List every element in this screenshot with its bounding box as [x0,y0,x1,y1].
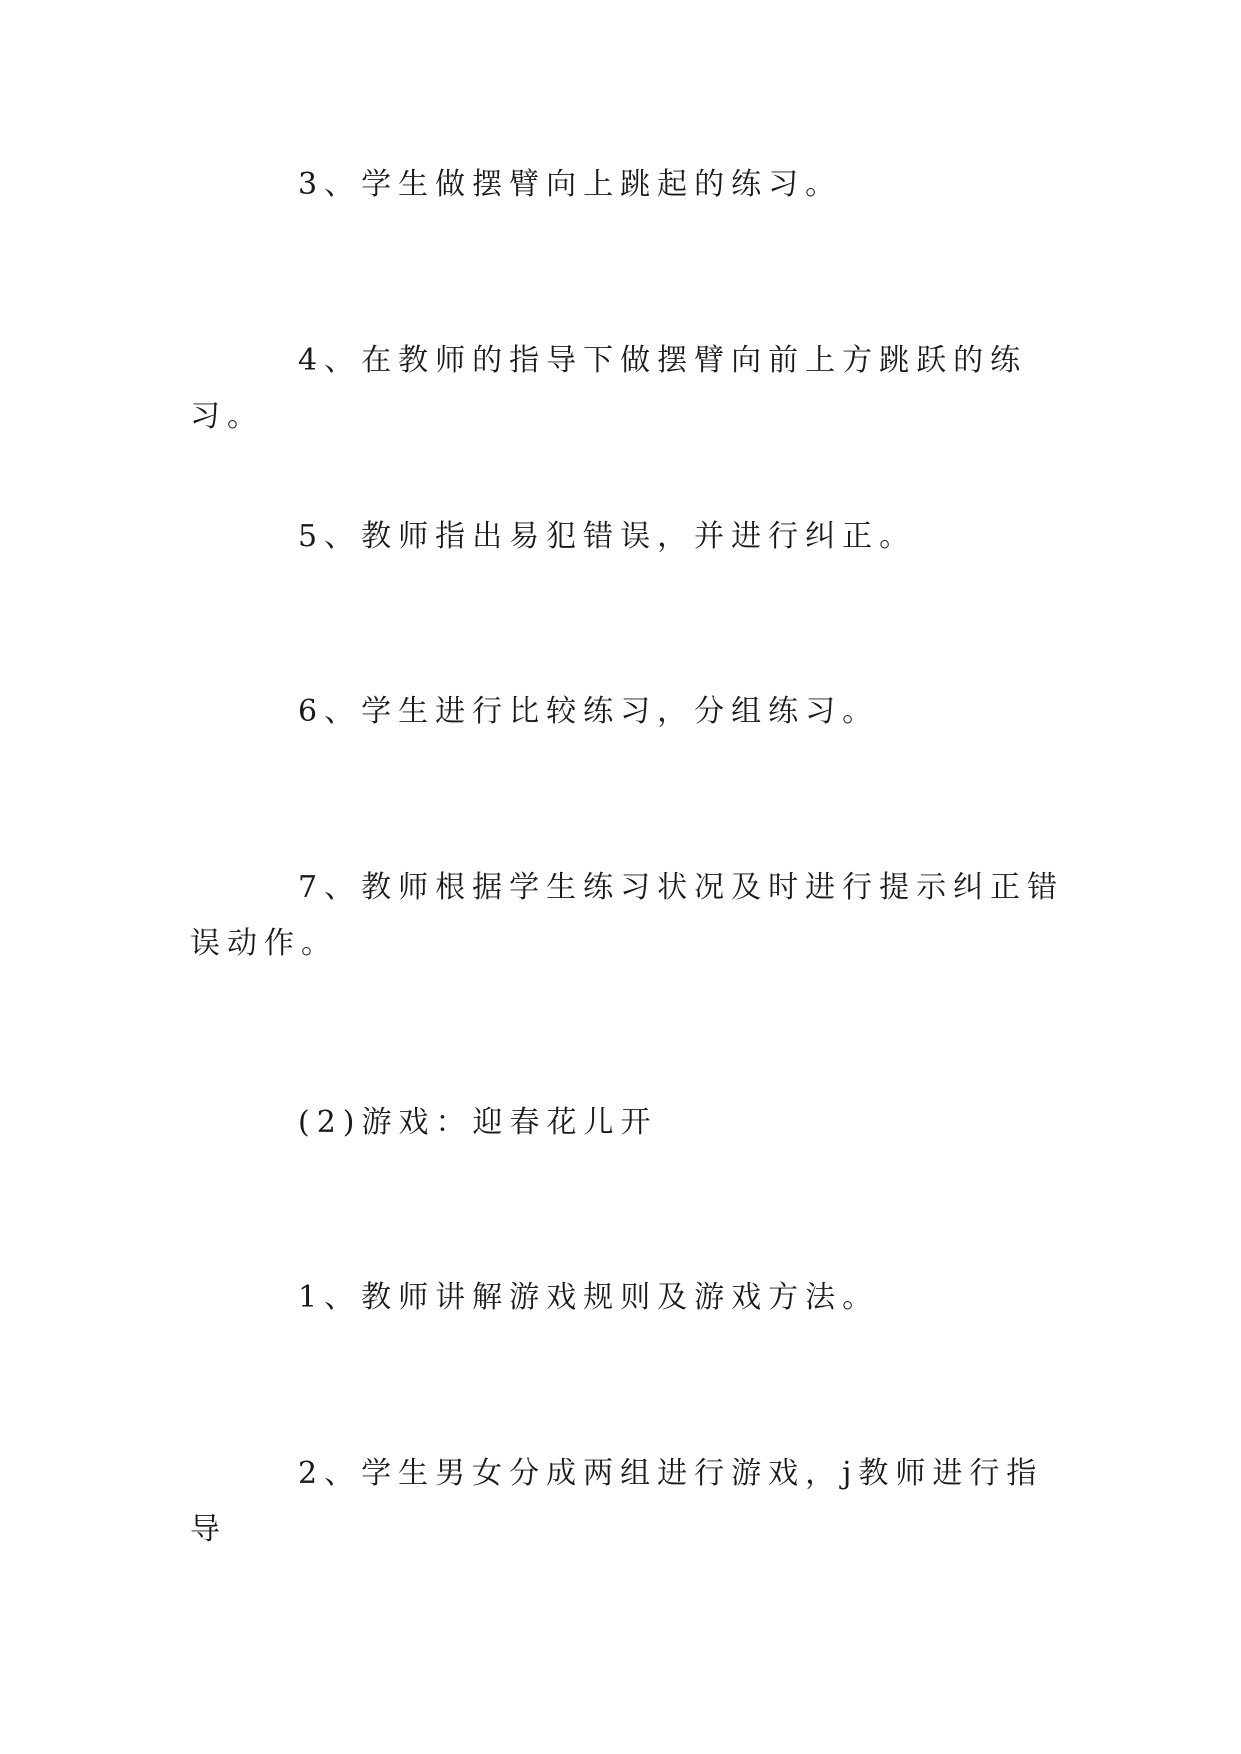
paragraph-step-5: 5、教师指出易犯错误，并进行纠正。 [298,519,917,554]
paragraph-step-6: 6、学生进行比较练习，分组练习。 [298,694,880,729]
paragraph-step-4: 4、在教师的指导下做摆臂向前上方跳跃的练习。 [190,343,1028,434]
paragraph-step-7: 7、教师根据学生练习状况及时进行提示纠正错误动作。 [190,870,1065,961]
paragraph-game-step-1: 1、教师讲解游戏规则及游戏方法。 [298,1280,880,1315]
section-heading-game: (2)游戏：迎春花儿开 [298,1105,658,1140]
paragraph-step-3: 3、学生做摆臂向上跳起的练习。 [298,167,843,202]
paragraph-game-step-2: 2、学生男女分成两组进行游戏，j教师进行指导 [190,1456,1044,1547]
